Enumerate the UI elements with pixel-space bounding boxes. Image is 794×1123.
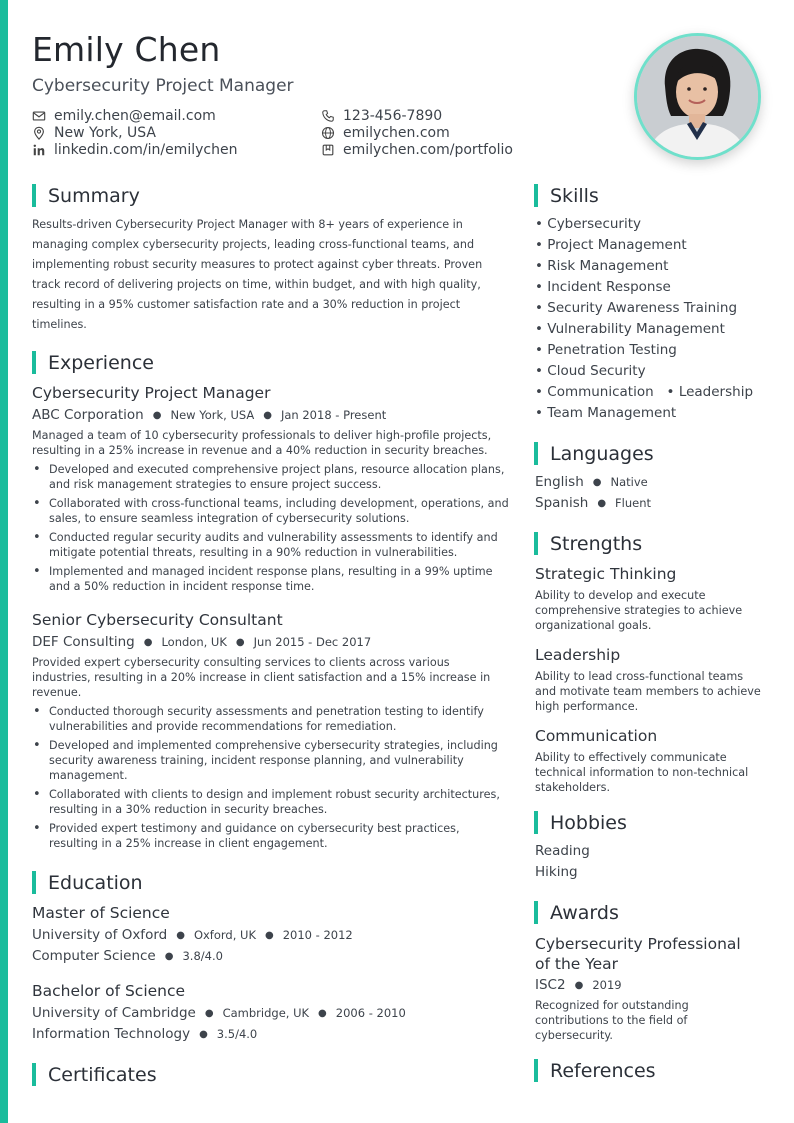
job-title: Cybersecurity Project Manager: [32, 384, 271, 402]
job-location: London, UK: [161, 635, 227, 649]
language-level: Fluent: [615, 496, 652, 510]
job-bullet: • Collaborated with clients to design and implement robust security architectures, resulting in a 30% reduction in security breaches.: [32, 787, 512, 817]
map-pin-icon: [32, 126, 46, 140]
globe-icon: [321, 126, 335, 140]
education-heading: Education: [32, 871, 143, 894]
job-dates: Jan 2018 - Present: [280, 408, 387, 422]
phone-icon: [321, 109, 335, 123]
experience-heading: Experience: [32, 351, 154, 374]
certificates-heading: Certificates: [32, 1063, 157, 1086]
job-description: Managed a team of 10 cybersecurity professionals to deliver high-profile projects, resulting in a 25% increase in revenue and a 40% reduction in security breaches.: [32, 429, 492, 457]
languages-heading: Languages: [534, 442, 654, 465]
skill-item: • Security Awareness Training: [535, 300, 738, 316]
email-text: emily.chen@email.com: [54, 108, 216, 124]
award-text: Recognized for outstanding contributions to the field of cybersecurity.: [535, 999, 689, 1042]
candidate-role: Cybersecurity Project Manager: [32, 76, 294, 96]
awards-heading: Awards: [534, 901, 619, 924]
school-dates: 2006 - 2010: [335, 1006, 406, 1020]
portfolio-icon: [321, 143, 335, 157]
references-heading: References: [534, 1059, 656, 1082]
field-of-study: Information Technology: [32, 1026, 191, 1042]
strength-title: Communication: [535, 727, 658, 745]
school-location: Cambridge, UK: [222, 1006, 310, 1020]
award-title: Cybersecurity Professional of the Year: [535, 935, 741, 973]
linkedin-text: linkedin.com/in/emilychen: [54, 142, 238, 158]
envelope-icon: [32, 109, 46, 123]
contact-location: [32, 125, 156, 141]
strength-text: Ability to lead cross-functional teams and motivate team members to achieve high performance.: [535, 670, 761, 713]
contact-email[interactable]: [32, 108, 216, 124]
summary-heading: Summary: [32, 184, 140, 207]
strength-title: Leadership: [535, 646, 621, 664]
skill-item: • Incident Response: [535, 279, 671, 295]
skill-item: • Communication • Leadership: [535, 384, 754, 400]
contact-portfolio[interactable]: [321, 142, 513, 158]
strength-title: Strategic Thinking: [535, 565, 677, 583]
degree-title: Master of Science: [32, 904, 170, 922]
education-field: Information Technology ● 3.5/4.0: [32, 1026, 258, 1042]
skill-item: • Penetration Testing: [535, 342, 677, 358]
job-dates: Jun 2015 - Dec 2017: [253, 635, 372, 649]
linkedin-icon: [32, 143, 46, 157]
strength-text: Ability to develop and execute comprehensive strategies to achieve organizational goals.: [535, 589, 743, 632]
education-field: Computer Science ● 3.8/4.0: [32, 948, 223, 964]
skill-item: • Cloud Security: [535, 363, 646, 379]
field-of-study: Computer Science: [32, 948, 156, 964]
degree-title: Bachelor of Science: [32, 982, 186, 1000]
job-company: DEF Consulting: [32, 634, 135, 650]
skill-item: • Vulnerability Management: [535, 321, 725, 337]
website-text: emilychen.com: [343, 125, 450, 141]
education-meta: University of Oxford ● Oxford, UK ● 2010 - 2012: [32, 927, 353, 943]
job-meta: DEF Consulting ● London, UK ● Jun 2015 - Dec 2017: [32, 634, 372, 650]
portrait-image: [637, 36, 758, 157]
school-location: Oxford, UK: [193, 928, 256, 942]
job-location: New York, USA: [170, 408, 255, 422]
summary-text: Results-driven Cybersecurity Project Manager with 8+ years of experience in managing complex cybersecurity projects, leading cross-functional teams, and implementing robust security measures to protect against cyber threats. Proven track record of delivering projects on time, within budget, and with high quality, resulting in a 95% customer satisfaction rate and a 30% reduction in project timelines.: [32, 218, 483, 331]
job-bullet: • Provided expert testimony and guidance on cybersecurity best practices, resulting in a 25% increase in client engagement.: [32, 821, 512, 851]
job-description: Provided expert cybersecurity consulting services to clients across various industries, resulting in a 20% increase in client satisfaction and a 15% increase in revenue.: [32, 656, 491, 699]
language-name: Spanish: [535, 495, 589, 511]
contact-website[interactable]: [321, 125, 450, 141]
profile-photo: [634, 33, 761, 160]
award-year: 2019: [592, 978, 622, 992]
job-bullet: • Collaborated with cross-functional teams, including development, operations, and sales, to ensure seamless integration of cybersecurity solutions.: [32, 496, 512, 526]
job-bullet: • Developed and executed comprehensive project plans, resource allocation plans, and risk management strategies to ensure project success.: [32, 462, 512, 492]
gpa: 3.5/4.0: [216, 1027, 258, 1041]
accent-bar: [0, 0, 8, 1123]
job-title: Senior Cybersecurity Consultant: [32, 611, 283, 629]
award-meta: ISC2 ● 2019: [535, 977, 622, 993]
skill-item: • Team Management: [535, 405, 677, 421]
job-meta: ABC Corporation ● New York, USA ● Jan 2018 - Present: [32, 407, 387, 423]
job-bullet: • Implemented and managed incident response plans, resulting in a 99% uptime and a 50% reduction in incident response time.: [32, 564, 512, 594]
strength-text: Ability to effectively communicate technical information to non-technical stakeholders.: [535, 751, 749, 794]
skill-item: • Cybersecurity: [535, 216, 642, 232]
school-dates: 2010 - 2012: [282, 928, 353, 942]
school-name: University of Oxford: [32, 927, 168, 943]
hobbies-heading: Hobbies: [534, 811, 627, 834]
candidate-name: Emily Chen: [32, 30, 221, 69]
hobby-item: Reading: [535, 843, 590, 859]
strengths-heading: Strengths: [534, 532, 642, 555]
skill-item: • Project Management: [535, 237, 687, 253]
language-name: English: [535, 474, 584, 490]
job-bullet: • Developed and implemented comprehensive cybersecurity strategies, including security awareness training, incident response planning, and vulnerability management.: [32, 738, 512, 783]
gpa: 3.8/4.0: [182, 949, 223, 963]
language-item: Spanish ● Fluent: [535, 495, 652, 511]
portfolio-text: emilychen.com/portfolio: [343, 142, 513, 158]
hobby-item: Hiking: [535, 864, 578, 880]
contact-phone[interactable]: [321, 108, 442, 124]
job-bullet: • Conducted thorough security assessments and penetration testing to identify vulnerabilities and provide recommendations for remediation.: [32, 704, 512, 734]
location-text: New York, USA: [54, 125, 156, 141]
job-company: ABC Corporation: [32, 407, 144, 423]
job-bullet: • Conducted regular security audits and vulnerability assessments to identify and mitigate potential threats, resulting in a 90% reduction in vulnerabilities.: [32, 530, 512, 560]
skills-heading: Skills: [534, 184, 599, 207]
skill-item: • Risk Management: [535, 258, 669, 274]
phone-text: 123-456-7890: [343, 108, 443, 124]
education-meta: University of Cambridge ● Cambridge, UK ● 2006 - 2010: [32, 1005, 406, 1021]
language-level: Native: [610, 475, 648, 489]
school-name: University of Cambridge: [32, 1005, 196, 1021]
language-item: English ● Native: [535, 474, 648, 490]
award-issuer: ISC2: [535, 977, 566, 993]
contact-linkedin[interactable]: [32, 142, 237, 158]
